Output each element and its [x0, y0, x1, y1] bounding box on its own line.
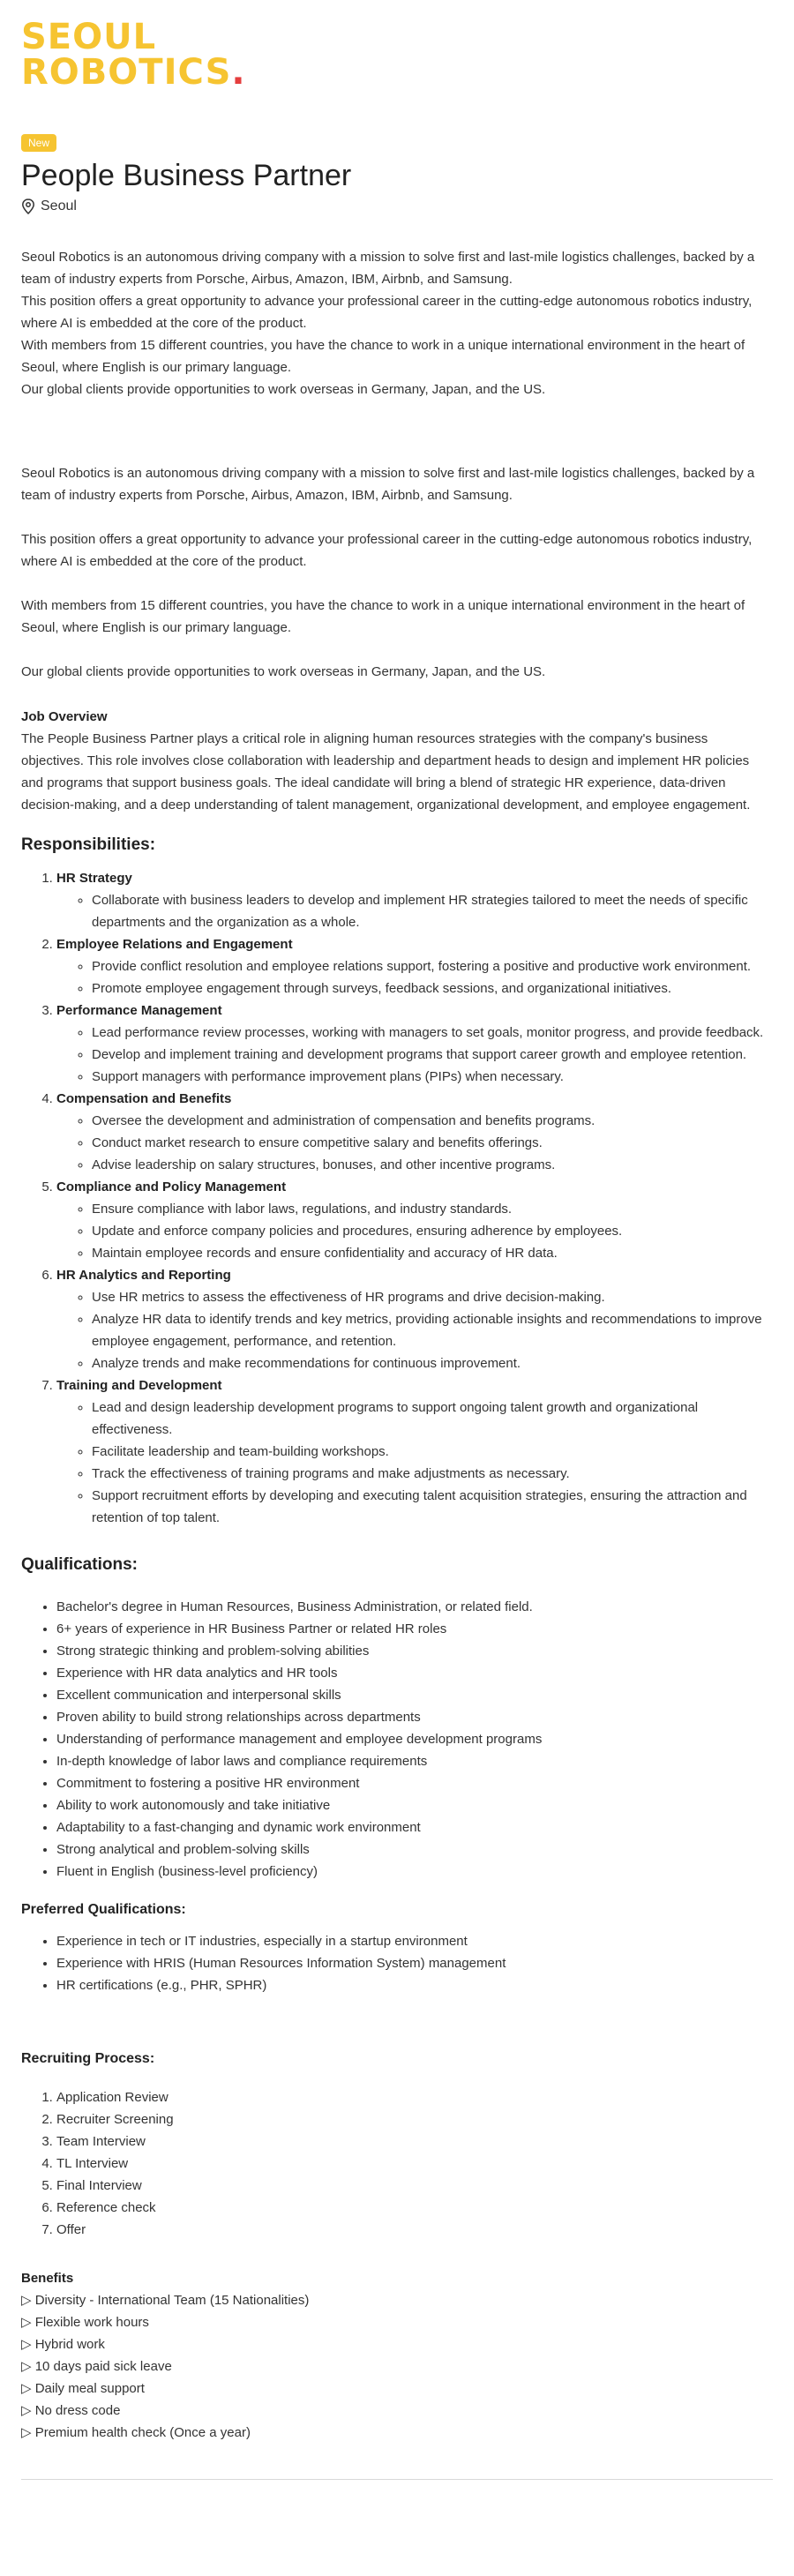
qualifications-list: [21, 1596, 773, 1883]
qualification-item: • Commitment to fostering a positive HR environment: [56, 1772, 773, 1794]
benefits-heading: Benefits: [21, 2271, 74, 2286]
intro-summary: [21, 246, 773, 401]
responsibility-item: [56, 867, 773, 933]
benefit-item: ▷ Hybrid work: [21, 2337, 105, 2352]
benefit-item: ▷ Premium health check (Once a year): [21, 2425, 251, 2440]
responsibility-point: ◦ Advise leadership on salary structures, bonuses, and other incentive programs.: [92, 1154, 773, 1176]
responsibility-points: [56, 955, 773, 1000]
responsibility-item: [56, 1000, 773, 1088]
qualification-item: • 6+ years of experience in HR Business Partner or related HR roles: [56, 1618, 773, 1640]
job-location: [21, 198, 773, 214]
responsibility-point: ◦ Track the effectiveness of training programs and make adjustments as necessary.: [92, 1463, 773, 1485]
benefits-section: [21, 2267, 773, 2444]
responsibility-points: [56, 1286, 773, 1374]
intro-paragraph: This position offers a great opportunity to advance your professional career in the cutting-edge autonomous robotics industry, where AI is embedded at the core of the product.: [21, 532, 753, 569]
location-label: Seoul: [41, 198, 77, 213]
intro-paragraph: Seoul Robotics is an autonomous driving company with a mission to solve first and last-mile logistics challenges, backed by a team of industry experts from Porsche, Airbus, Amazon, IBM, Airbnb, and Samsung.: [21, 466, 755, 503]
preferred-qualification-item: • Experience with HRIS (Human Resources Information System) management: [56, 1952, 773, 1974]
qualification-item: • Experience with HR data analytics and HR tools: [56, 1662, 773, 1684]
responsibility-title: Training and Development: [56, 1378, 222, 1393]
responsibility-title: HR Strategy: [56, 871, 132, 886]
qualification-item: • Bachelor's degree in Human Resources, Business Administration, or related field.: [56, 1596, 773, 1618]
responsibility-points: [56, 1022, 773, 1088]
responsibility-point: ◦ Lead performance review processes, working with managers to set goals, monitor progress, and provide feedback.: [92, 1022, 773, 1044]
recruiting-step: 2. Recruiter Screening: [56, 2108, 773, 2130]
responsibility-item: [56, 1374, 773, 1529]
intro-paragraph: Seoul Robotics is an autonomous driving company with a mission to solve first and last-mile logistics challenges, backed by a team of industry experts from Porsche, Airbus, Amazon, IBM, Airbnb, and Samsung.: [21, 250, 755, 287]
responsibility-point: ◦ Support recruitment efforts by developing and executing talent acquisition strategies, ensuring the attraction and retention of top talent.: [92, 1485, 773, 1529]
responsibility-points: [56, 1198, 773, 1264]
preferred-qualification-item: • HR certifications (e.g., PHR, SPHR): [56, 1974, 773, 1996]
benefit-item: ▷ 10 days paid sick leave: [21, 2359, 172, 2374]
recruiting-process-heading: Recruiting Process:: [21, 2051, 155, 2066]
preferred-qualifications-heading: Preferred Qualifications:: [21, 1902, 186, 1917]
recruiting-step: 3. Team Interview: [56, 2130, 773, 2153]
recruiting-process-list: [21, 2086, 773, 2241]
map-pin-icon: [21, 198, 35, 214]
new-badge: New: [21, 134, 56, 152]
responsibility-item: [56, 1264, 773, 1374]
qualification-item: • Adaptability to a fast-changing and dynamic work environment: [56, 1816, 773, 1838]
recruiting-step: 5. Final Interview: [56, 2175, 773, 2197]
logo-word: ROBOTICS: [21, 52, 232, 93]
job-title: People Business Partner: [21, 159, 352, 192]
intro-paragraph: Our global clients provide opportunities to work overseas in Germany, Japan, and the US.: [21, 664, 546, 679]
responsibility-point: ◦ Provide conflict resolution and employee relations support, fostering a positive and productive work environment.: [92, 955, 773, 977]
intro-paragraph: This position offers a great opportunity to advance your professional career in the cutting-edge autonomous robotics industry, where AI is embedded at the core of the product.: [21, 294, 753, 331]
responsibility-point: ◦ Maintain employee records and ensure confidentiality and accuracy of HR data.: [92, 1242, 773, 1264]
qualification-item: • Strong strategic thinking and problem-solving abilities: [56, 1640, 773, 1662]
recruiting-step: 4. TL Interview: [56, 2153, 773, 2175]
logo-line-1: SEOUL: [21, 17, 157, 57]
qualification-item: • Proven ability to build strong relationships across departments: [56, 1706, 773, 1728]
responsibility-point: ◦ Lead and design leadership development programs to support ongoing talent growth and organizational effectiveness.: [92, 1397, 773, 1441]
footer-divider: [21, 2479, 773, 2480]
responsibility-point: ◦ Develop and implement training and development programs that support career growth and employee retention.: [92, 1044, 773, 1066]
logo-dot: .: [231, 52, 246, 93]
responsibilities-list: [21, 867, 773, 1529]
qualification-item: • Excellent communication and interpersonal skills: [56, 1684, 773, 1706]
responsibility-point: ◦ Ensure compliance with labor laws, regulations, and industry standards.: [92, 1198, 773, 1220]
responsibility-point: ◦ Analyze HR data to identify trends and key metrics, providing actionable insights and recommendations to improve employee engagement, performance, and retention.: [92, 1308, 773, 1352]
responsibility-point: ◦ Use HR metrics to assess the effectiveness of HR programs and drive decision-making.: [92, 1286, 773, 1308]
qualification-item: • Fluent in English (business-level proficiency): [56, 1861, 773, 1883]
qualification-item: • Ability to work autonomously and take initiative: [56, 1794, 773, 1816]
job-overview-text: The People Business Partner plays a critical role in aligning human resources strategies with the company's business objectives. This role involves close collaboration with leadership and department heads to design and implement HR policies and programs that support business goals. The ideal candidate will bring a blend of strategic HR experience, data-driven decision-making, and a deep understanding of talent management, organizational development, and employee engagement.: [21, 731, 751, 812]
responsibility-point: ◦ Collaborate with business leaders to develop and implement HR strategies tailored to meet the needs of specific departments and the organization as a whole.: [92, 889, 773, 933]
recruiting-step: 7. Offer: [56, 2219, 773, 2241]
responsibility-title: Compensation and Benefits: [56, 1091, 232, 1106]
responsibility-title: Performance Management: [56, 1003, 222, 1018]
benefits-list: [21, 2289, 773, 2444]
intro-paragraph: Our global clients provide opportunities to work overseas in Germany, Japan, and the US.: [21, 382, 546, 397]
recruiting-step: 1. Application Review: [56, 2086, 773, 2108]
recruiting-step: 6. Reference check: [56, 2197, 773, 2219]
responsibility-point: ◦ Conduct market research to ensure competitive salary and benefits offerings.: [92, 1132, 773, 1154]
responsibility-points: [56, 1110, 773, 1176]
responsibilities-heading: Responsibilities:: [21, 835, 156, 854]
qualifications-heading: Qualifications:: [21, 1555, 138, 1574]
responsibility-point: ◦ Support managers with performance improvement plans (PIPs) when necessary.: [92, 1066, 773, 1088]
qualification-item: • In-depth knowledge of labor laws and compliance requirements: [56, 1750, 773, 1772]
benefit-item: ▷ Daily meal support: [21, 2381, 145, 2396]
responsibility-point: ◦ Promote employee engagement through surveys, feedback sessions, and organizational initiatives.: [92, 977, 773, 1000]
qualification-item: • Understanding of performance management and employee development programs: [56, 1728, 773, 1750]
intro-detailed: [21, 462, 773, 683]
logo-line-2: [21, 52, 773, 93]
responsibility-title: HR Analytics and Reporting: [56, 1268, 231, 1283]
job-overview-title: Job Overview: [21, 709, 108, 724]
responsibility-item: [56, 933, 773, 1000]
responsibility-title: Employee Relations and Engagement: [56, 937, 293, 952]
intro-paragraph: With members from 15 different countries, you have the chance to work in a unique international environment in the heart of Seoul, where English is our primary language.: [21, 598, 745, 635]
benefit-item: ▷ Diversity - International Team (15 Nationalities): [21, 2293, 310, 2308]
company-logo[interactable]: [21, 0, 773, 99]
job-overview-section: [21, 706, 773, 816]
benefit-item: ▷ No dress code: [21, 2403, 121, 2418]
responsibility-point: ◦ Update and enforce company policies and procedures, ensuring adherence by employees.: [92, 1220, 773, 1242]
responsibility-point: ◦ Analyze trends and make recommendations for continuous improvement.: [92, 1352, 773, 1374]
intro-paragraph: With members from 15 different countries, you have the chance to work in a unique international environment in the heart of Seoul, where English is our primary language.: [21, 338, 745, 375]
benefit-item: ▷ Flexible work hours: [21, 2315, 149, 2330]
responsibility-item: [56, 1176, 773, 1264]
responsibility-points: [56, 889, 773, 933]
responsibility-title: Compliance and Policy Management: [56, 1179, 287, 1194]
responsibility-points: [56, 1397, 773, 1529]
preferred-qualification-item: • Experience in tech or IT industries, especially in a startup environment: [56, 1930, 773, 1952]
responsibility-point: ◦ Facilitate leadership and team-building workshops.: [92, 1441, 773, 1463]
responsibility-item: [56, 1088, 773, 1176]
responsibility-point: ◦ Oversee the development and administration of compensation and benefits programs.: [92, 1110, 773, 1132]
preferred-qualifications-list: [21, 1930, 773, 1996]
qualification-item: • Strong analytical and problem-solving skills: [56, 1838, 773, 1861]
